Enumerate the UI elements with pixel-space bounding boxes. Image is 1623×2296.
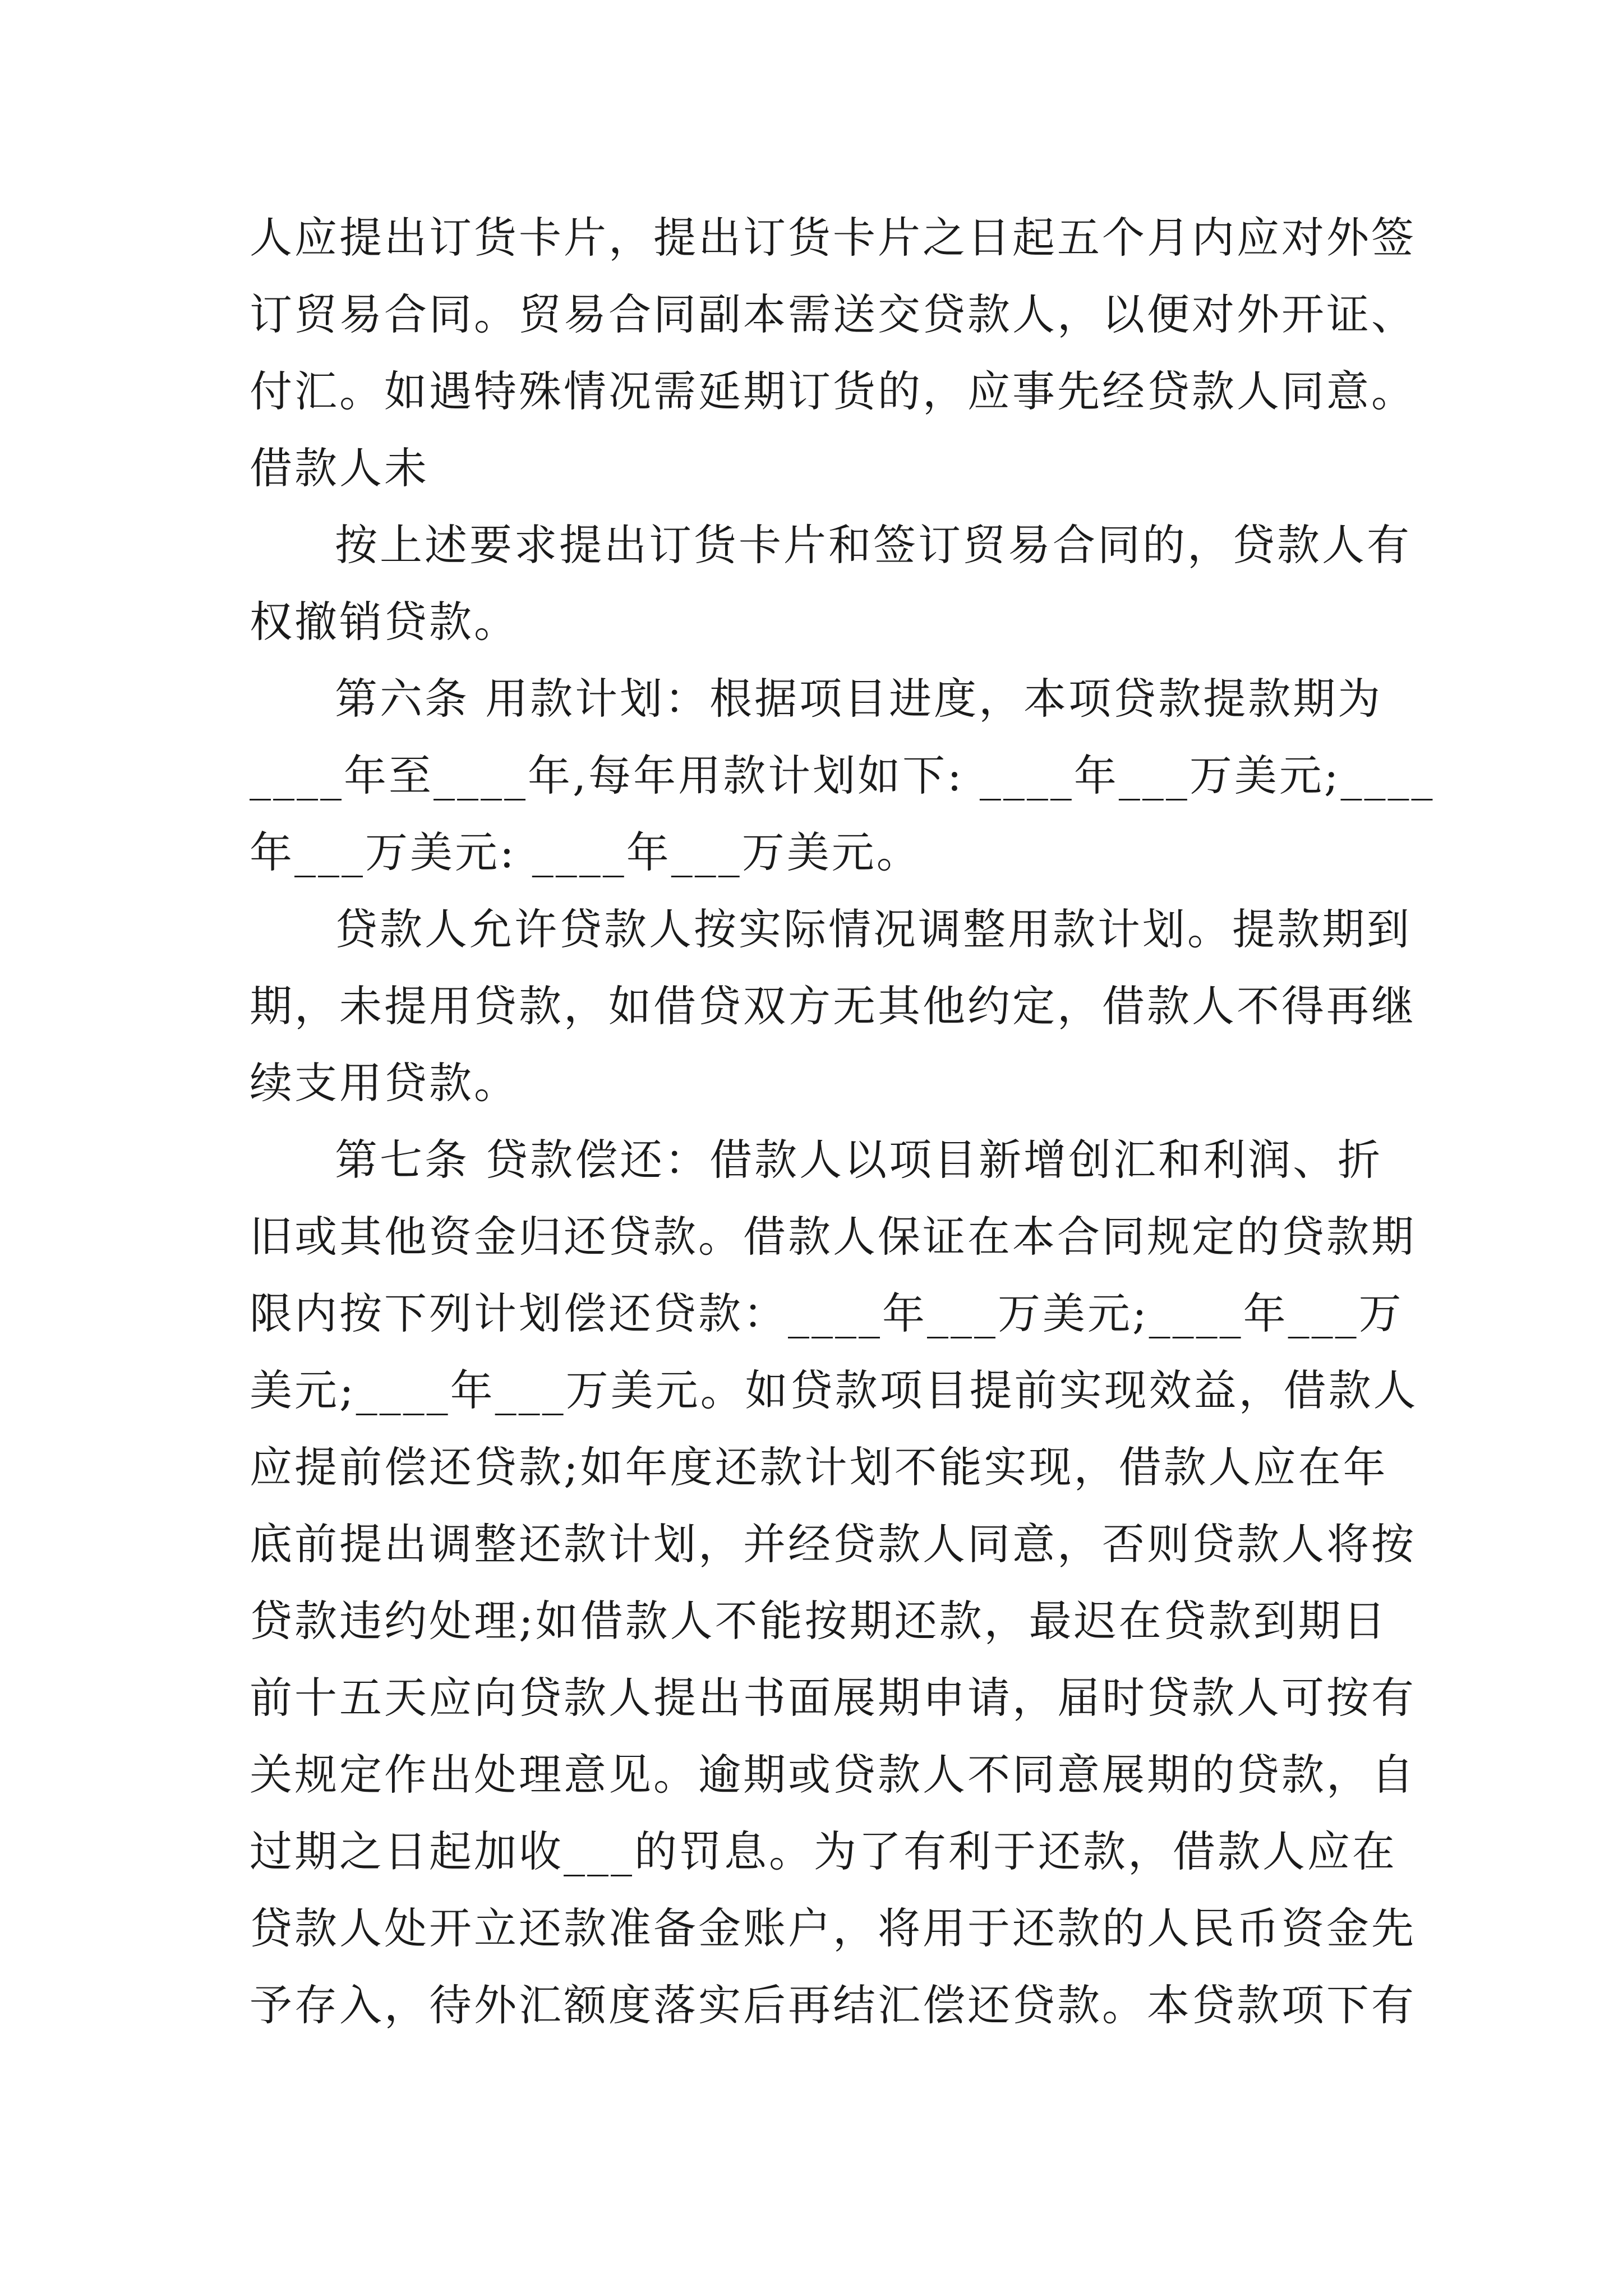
text-line-11: 期，未提用贷款，如借贷双方无其他约定，借款人不得再继 [250, 981, 1416, 1031]
text-line-14: 旧或其他资金归还贷款。借款人保证在本合同规定的贷款期 [250, 1212, 1416, 1262]
article-6-heading-line: 第六条 用款计划：根据项目进度，本项贷款提款期为 [335, 674, 1383, 724]
text-line-5: 按上述要求提出订货卡片和签订贸易合同的，贷款人有 [335, 520, 1412, 570]
text-line-10: 贷款人允许贷款人按实际情况调整用款计划。提款期到 [335, 904, 1412, 954]
text-line-9: 年___万美元: ____年___万美元。 [250, 827, 921, 877]
text-line-16: 美元;____年___万美元。如贷款项目提前实现效益，借款人 [250, 1365, 1418, 1415]
text-line-21: 关规定作出处理意见。逾期或贷款人不同意展期的贷款，自 [250, 1750, 1416, 1800]
text-line-17: 应提前偿还贷款;如年度还款计划不能实现，借款人应在年 [250, 1442, 1388, 1492]
text-line-20: 前十五天应向贷款人提出书面展期申请，届时贷款人可按有 [250, 1673, 1416, 1723]
text-line-19: 贷款违约处理;如借款人不能按期还款，最迟在贷款到期日 [250, 1596, 1388, 1646]
text-line-3: 付汇。如遇特殊情况需延期订货的，应事先经贷款人同意。 [250, 366, 1416, 416]
text-line-22: 过期之日起加收___的罚息。为了有利于还款，借款人应在 [250, 1826, 1397, 1876]
text-line-8: ____年至____年,每年用款计划如下: ____年___万美元;____ [250, 751, 1435, 800]
text-line-23: 贷款人处开立还款准备金账户，将用于还款的人民币资金先 [250, 1903, 1416, 1953]
text-line-6: 权撤销贷款。 [250, 597, 519, 647]
text-line-18: 底前提出调整还款计划，并经贷款人同意，否则贷款人将按 [250, 1519, 1416, 1569]
document-body [250, 199, 1435, 2044]
text-line-12: 续支用贷款。 [250, 1058, 519, 1108]
text-line-4: 借款人未 [250, 443, 429, 493]
text-line-24: 予存入，待外汇额度落实后再结汇偿还贷款。本贷款项下有 [250, 1980, 1416, 2030]
text-line-15: 限内按下列计划偿还贷款：____年___万美元;____年___万 [250, 1289, 1404, 1338]
text-line-2: 订贸易合同。贸易合同副本需送交贷款人，以便对外开证、 [250, 289, 1416, 339]
article-7-heading-line: 第七条 贷款偿还：借款人以项目新增创汇和利润、折 [335, 1135, 1383, 1185]
text-line-1: 人应提出订货卡片，提出订货卡片之日起五个月内应对外签 [250, 213, 1416, 263]
